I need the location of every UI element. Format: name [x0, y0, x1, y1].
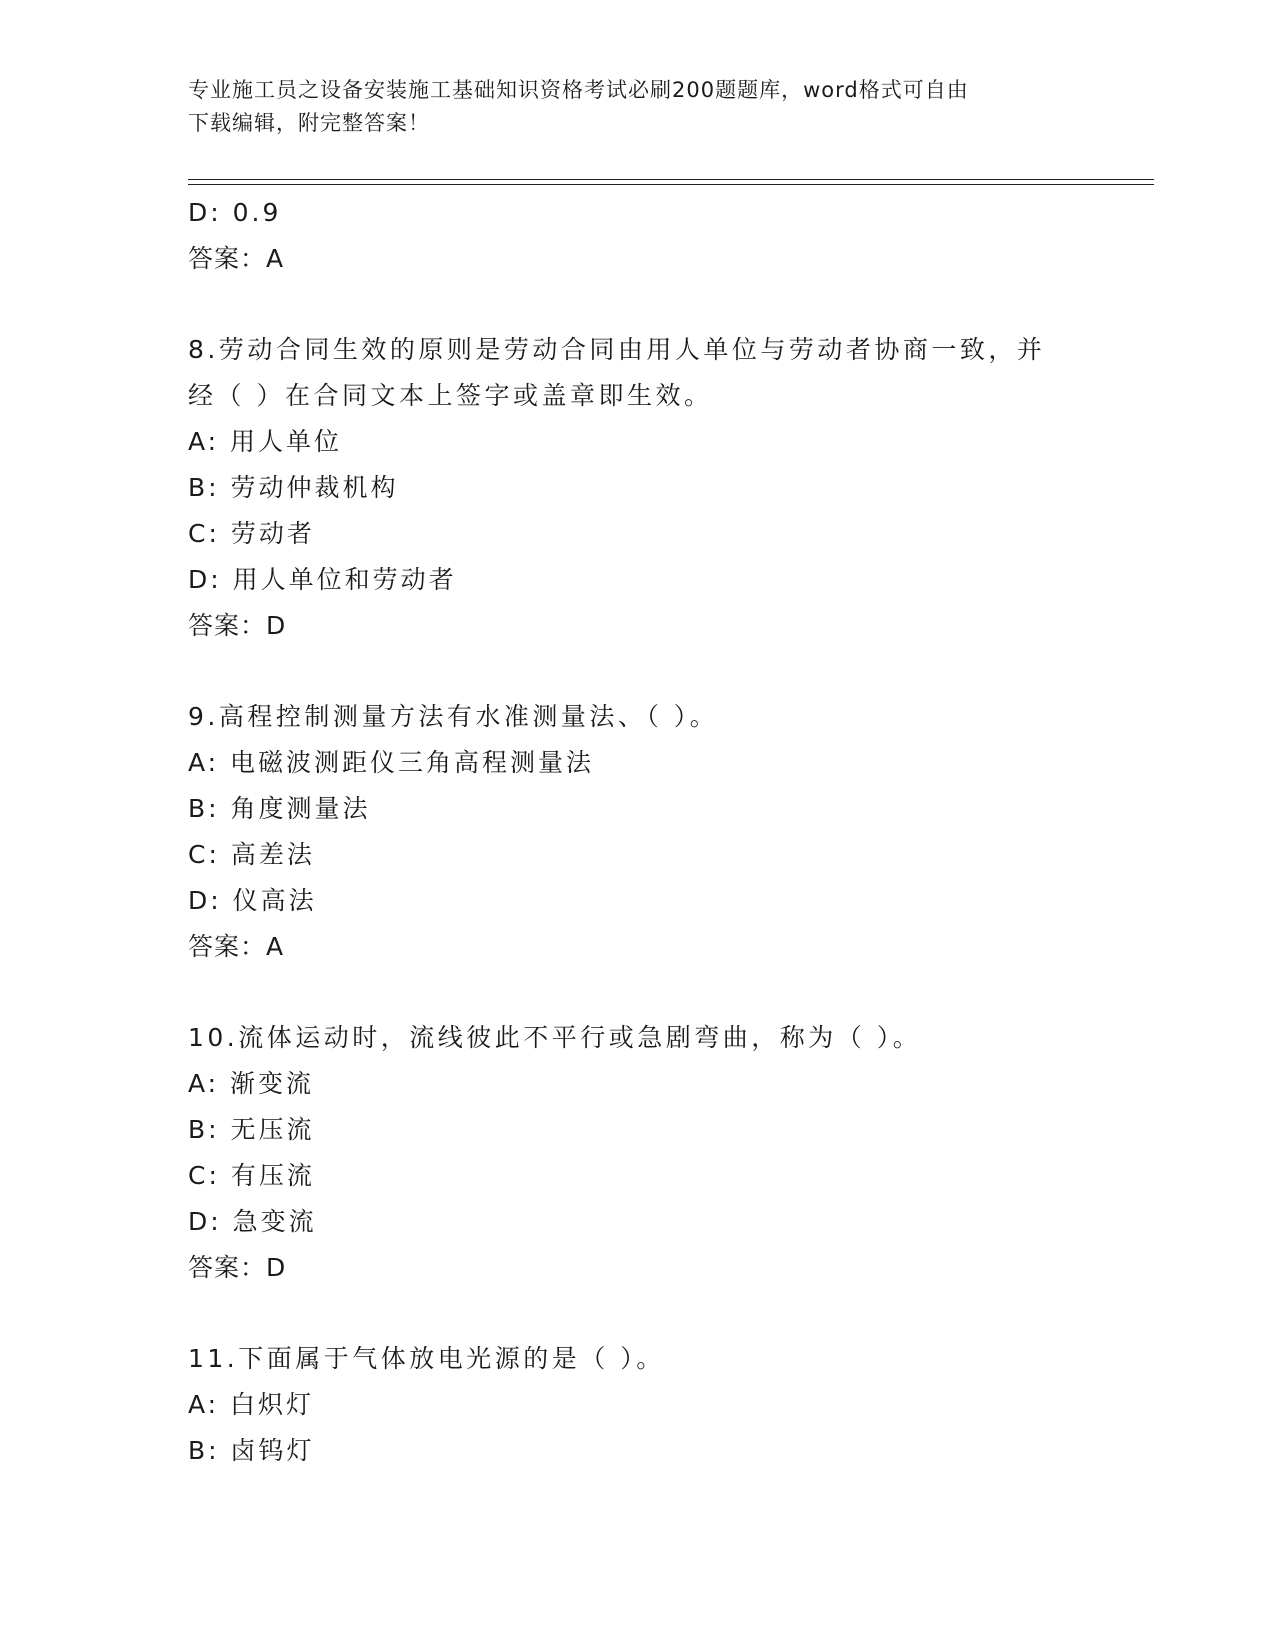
- header-line-2: 下载编辑，附完整答案！: [188, 111, 430, 135]
- option-b: B: 卤钨灯: [188, 1436, 315, 1465]
- question-stem: 8.劳动合同生效的原则是劳动合同由用人单位与劳动者协商一致，并: [188, 335, 1046, 364]
- header-line-1: 专业施工员之设备安装施工基础知识资格考试必刷200题题库，word格式可自由: [188, 78, 969, 102]
- option-a: A: 白炽灯: [188, 1390, 315, 1419]
- option-b: B: 角度测量法: [188, 794, 371, 823]
- option-c: C: 高差法: [188, 840, 315, 869]
- answer-line: 答案：A: [188, 932, 285, 961]
- answer-line: 答案：D: [188, 611, 287, 640]
- question-11: [188, 1336, 1154, 1474]
- spacer: [188, 282, 1154, 327]
- document-header: [188, 74, 1068, 140]
- spacer: [188, 1291, 1154, 1336]
- spacer: [188, 649, 1154, 694]
- option-a: A: 渐变流: [188, 1069, 315, 1098]
- answer-line: 答案：D: [188, 1253, 287, 1282]
- header-divider-top: [188, 179, 1154, 180]
- question-8: [188, 327, 1154, 649]
- question-stem: 9.高程控制测量方法有水准测量法、（ ）。: [188, 702, 719, 731]
- question-stem: 11.下面属于气体放电光源的是（ ）。: [188, 1344, 665, 1373]
- option-b: B: 劳动仲裁机构: [188, 473, 399, 502]
- question-stem: 经（ ）在合同文本上签字或盖章即生效。: [188, 381, 713, 410]
- option-c: C: 劳动者: [188, 519, 315, 548]
- question-content: [188, 190, 1154, 1474]
- option-c: C: 有压流: [188, 1161, 315, 1190]
- option-a: A: 用人单位: [188, 427, 343, 456]
- question-9: [188, 694, 1154, 970]
- spacer: [188, 970, 1154, 1015]
- option-d: D: 急变流: [188, 1207, 317, 1236]
- option-b: B: 无压流: [188, 1115, 315, 1144]
- option-d: D: 0.9: [188, 198, 282, 227]
- option-d: D: 仪高法: [188, 886, 317, 915]
- answer-line: 答案：A: [188, 244, 285, 273]
- option-d: D: 用人单位和劳动者: [188, 565, 457, 594]
- header-divider-bottom: [188, 184, 1154, 185]
- previous-question-tail: [188, 190, 1154, 282]
- question-10: [188, 1015, 1154, 1291]
- question-stem: 10.流体运动时，流线彼此不平行或急剧弯曲，称为（ ）。: [188, 1023, 922, 1052]
- option-a: A: 电磁波测距仪三角高程测量法: [188, 748, 595, 777]
